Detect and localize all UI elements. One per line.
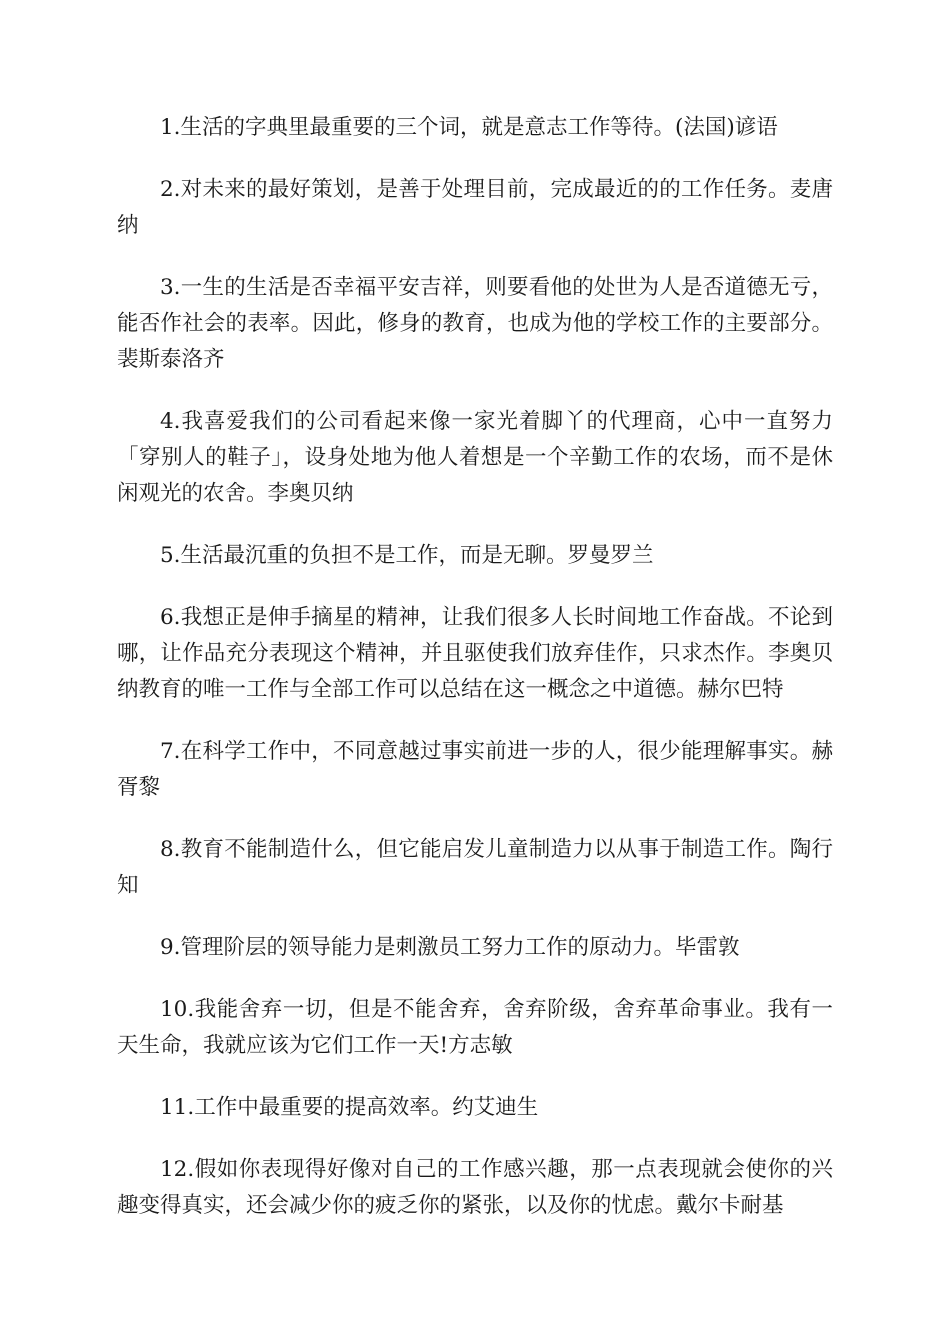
- quote-paragraph-2: 2.对未来的最好策划，是善于处理目前，完成最近的的工作任务。麦唐纳: [117, 177, 833, 238]
- quote-paragraph-12: 12.假如你表现得好像对自己的工作感兴趣，那一点表现就会使你的兴趣变得真实，还会减少你的疲乏你的紧张，以及你的忧虑。戴尔卡耐基: [117, 1157, 833, 1218]
- quote-paragraph-4: 4.我喜爱我们的公司看起来像一家光着脚丫的代理商，心中一直努力「穿别人的鞋子」，设身处地为他人着想是一个辛勤工作的农场，而不是休闲观光的农舍。李奥贝纳: [117, 409, 833, 506]
- quote-paragraph-6: 6.我想正是伸手摘星的精神，让我们很多人长时间地工作奋战。不论到哪，让作品充分表现这个精神，并且驱使我们放弃佳作，只求杰作。李奥贝纳教育的唯一工作与全部工作可以总结在这一概念之中道德。赫尔巴特: [117, 605, 833, 702]
- quote-paragraph-7: 7.在科学工作中，不同意越过事实前进一步的人，很少能理解事实。赫胥黎: [117, 739, 833, 800]
- quote-paragraph-8: 8.教育不能制造什么，但它能启发儿童制造力以从事于制造工作。陶行知: [117, 837, 833, 898]
- quote-paragraph-3: 3.一生的生活是否幸福平安吉祥，则要看他的处世为人是否道德无亏，能否作社会的表率。因此，修身的教育，也成为他的学校工作的主要部分。裴斯泰洛齐: [117, 275, 833, 372]
- quote-paragraph-11: 11.工作中最重要的提高效率。约艾迪生: [160, 1095, 539, 1120]
- quote-paragraph-5: 5.生活最沉重的负担不是工作，而是无聊。罗曼罗兰: [160, 543, 654, 568]
- quote-paragraph-1: 1.生活的字典里最重要的三个词，就是意志工作等待。(法国)谚语: [160, 115, 778, 140]
- quote-paragraph-9: 9.管理阶层的领导能力是刺激员工努力工作的原动力。毕雷敦: [160, 935, 740, 960]
- quote-paragraph-10: 10.我能舍弃一切，但是不能舍弃，舍弃阶级，舍弃革命事业。我有一天生命，我就应该为它们工作一天!方志敏: [117, 997, 833, 1058]
- document-body: [117, 110, 833, 1250]
